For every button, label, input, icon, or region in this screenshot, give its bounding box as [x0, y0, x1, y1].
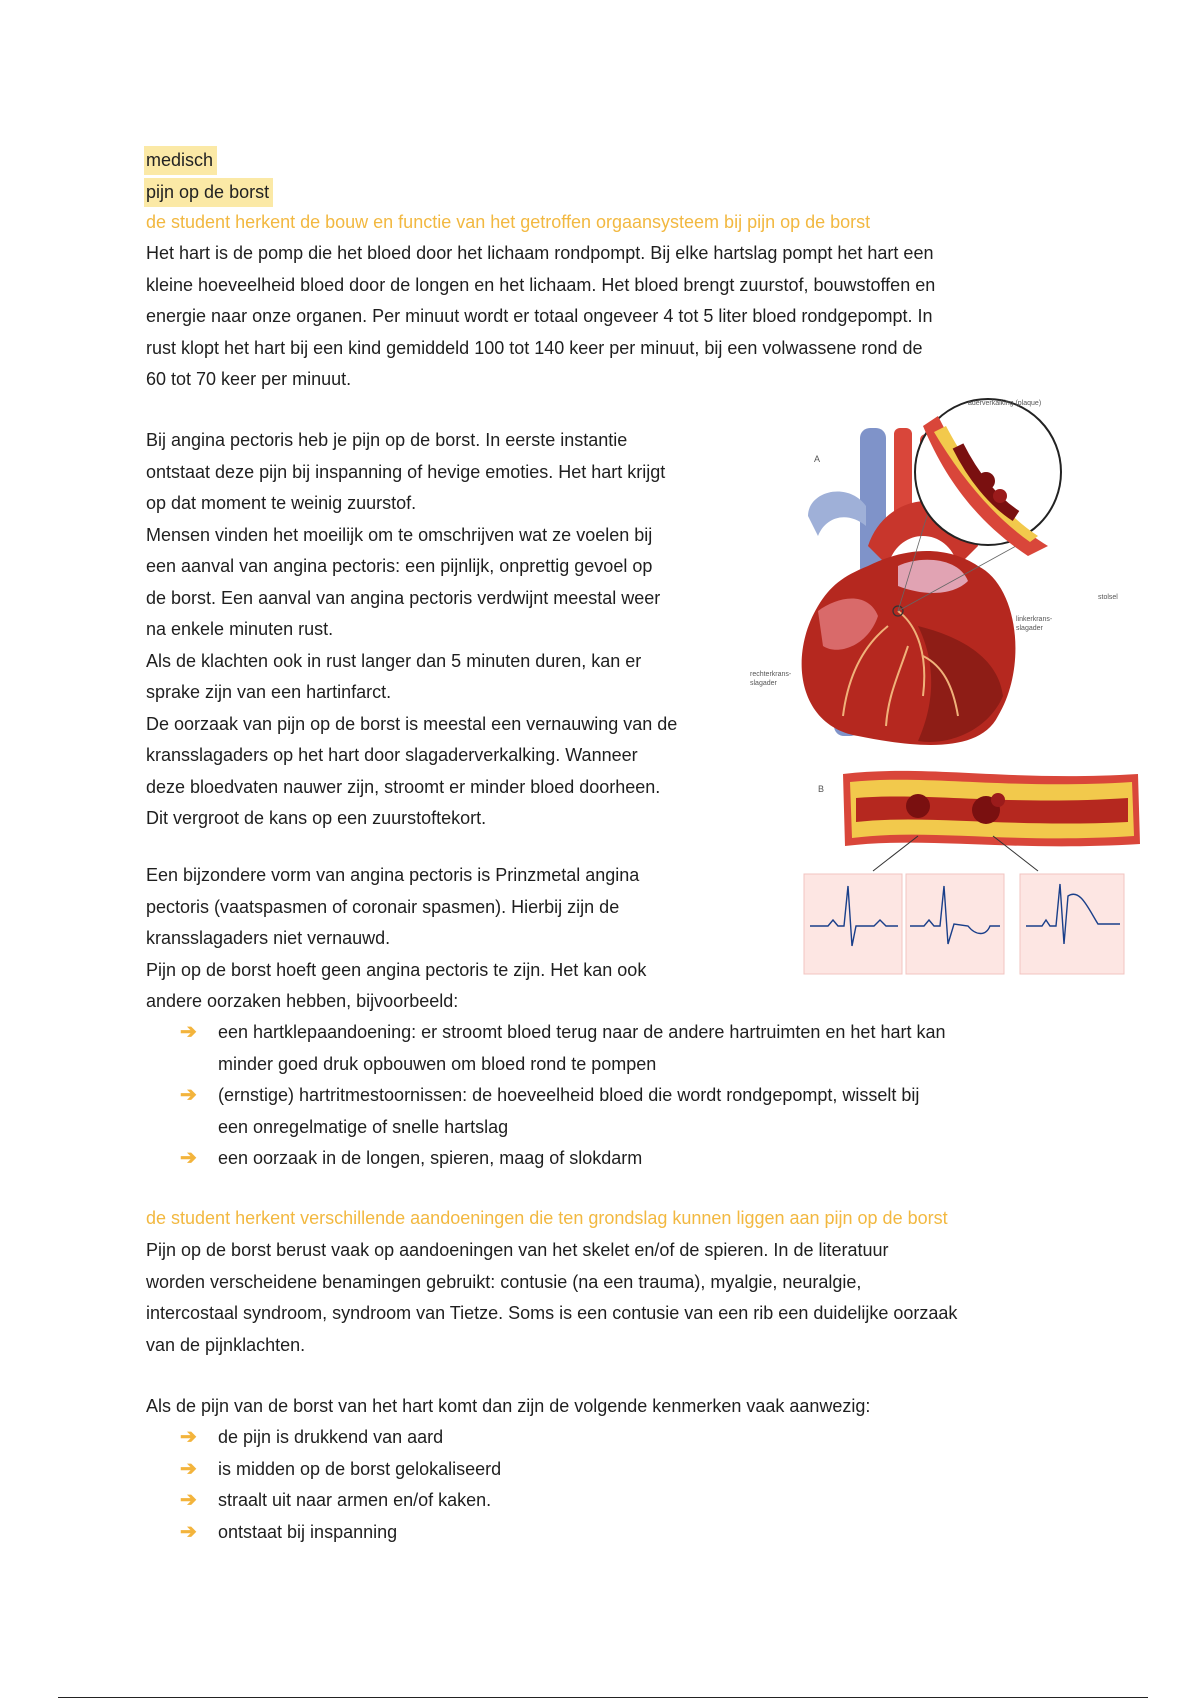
text-line: kransslagaders niet vernauwd.: [146, 928, 391, 948]
text-line: Pijn op de borst berust vaak op aandoeningen van het skelet en/of de spieren. In de literatuur: [146, 1240, 889, 1260]
text-line: op dat moment te weinig zuurstof.: [146, 493, 417, 513]
right-artery-label-2: slagader: [750, 680, 777, 687]
text-line: de borst. Een aanval van angina pectoris verdwijnt meestal weer: [146, 587, 661, 608]
text-line: Pijn op de borst hoeft geen angina pectoris te zijn. Het kan ook: [146, 959, 647, 980]
text-line: kleine hoeveelheid bloed door de longen en het lichaam. Het bloed brengt zuurstof, bouwstoffen en: [146, 274, 936, 295]
text-line: pectoris (vaatspasmen of coronair spasmen). Hierbij zijn de: [146, 896, 620, 917]
text-line: minder goed druk opbouwen om bloed rond te pompen: [218, 1053, 657, 1074]
plaque-label: aderverkalking (plaque): [968, 400, 1042, 407]
page-divider: [58, 1697, 1148, 1698]
paragraph-cardiac-features: [146, 1391, 870, 1423]
paragraph-prinzmetal: [146, 860, 646, 1018]
text-line: een hartklepaandoening: er stroomt bloed terug naar de andere hartruimten en het hart kan: [218, 1022, 946, 1042]
text-line: Een bijzondere vorm van angina pectoris is Prinzmetal angina: [146, 865, 640, 885]
list-item: [180, 1422, 501, 1454]
text-line: Bij angina pectoris heb je pijn op de borst. In eerste instantie: [146, 430, 628, 450]
left-artery-label-2: slagader: [1016, 625, 1043, 632]
heart-illustration: [748, 396, 1188, 982]
bullet-list-features: [180, 1422, 501, 1548]
list-item: [180, 1454, 501, 1486]
text-line: is midden op de borst gelokaliseerd: [218, 1458, 502, 1479]
list-item: [180, 1517, 501, 1549]
arrow-right-icon: ➔: [180, 1084, 197, 1106]
left-artery-label-1: linkerkrans-: [1016, 616, 1053, 623]
section-heading-2: de student herkent verschillende aandoeningen die ten grondslag kunnen liggen aan pijn op de borst: [146, 1208, 948, 1228]
text-line: een onregelmatige of snelle hartslag: [218, 1116, 509, 1137]
list-item: [180, 1017, 945, 1080]
list-item: [180, 1143, 945, 1175]
text-line: worden verscheidene benamingen gebruikt: contusie (na een trauma), myalgie, neuralgie,: [146, 1271, 862, 1292]
text-line: deze bloedvaten nauwer zijn, stroomt er minder bloed doorheen.: [146, 776, 661, 797]
text-line: na enkele minuten rust.: [146, 619, 334, 639]
arrow-right-icon: ➔: [180, 1489, 197, 1511]
text-line: energie naar onze organen. Per minuut wordt er totaal ongeveer 4 tot 5 liter bloed rondgepompt. In: [146, 306, 933, 326]
text-line: De oorzaak van pijn op de borst is meestal een vernauwing van de: [146, 713, 678, 734]
right-artery-label-1: rechterkrans-: [750, 671, 792, 678]
arrow-right-icon: ➔: [180, 1426, 197, 1448]
text-line: Als de pijn van de borst van het hart komt dan zijn de volgende kenmerken vaak aanwezig:: [146, 1396, 871, 1416]
paragraph-heart-function: [146, 238, 935, 396]
text-line: kransslagaders op het hart door slagaderverkalking. Wanneer: [146, 745, 638, 765]
text-line: rust klopt het hart bij een kind gemiddeld 100 tot 140 keer per minuut, bij een volwassene rond de: [146, 337, 923, 358]
text-line: van de pijnklachten.: [146, 1334, 306, 1355]
text-line: Mensen vinden het moeilijk om te omschrijven wat ze voelen bij: [146, 524, 653, 545]
text-line: 60 tot 70 keer per minuut.: [146, 369, 352, 389]
text-line: straalt uit naar armen en/of kaken.: [218, 1490, 492, 1510]
ecg-strips: [804, 874, 1124, 974]
text-line: (ernstige) hartritmestoornissen: de hoeveelheid bloed die wordt rondgepompt, wisselt bij: [218, 1085, 920, 1105]
panel-a-label: A: [814, 454, 821, 464]
list-item: [180, 1080, 945, 1143]
text-line: sprake zijn van een hartinfarct.: [146, 682, 392, 702]
text-line: andere oorzaken hebben, bijvoorbeeld:: [146, 991, 459, 1011]
arrow-right-icon: ➔: [180, 1021, 197, 1043]
arrow-right-icon: ➔: [180, 1520, 197, 1543]
artery-section: [843, 771, 1140, 846]
arrow-right-icon: ➔: [180, 1457, 197, 1480]
paragraph-musculoskeletal: [146, 1235, 957, 1361]
arrow-right-icon: ➔: [180, 1147, 197, 1169]
text-line: Het hart is de pomp die het bloed door het lichaam rondpompt. Bij elke hartslag pompt het hart een: [146, 243, 934, 263]
text-line: ontstaat bij inspanning: [218, 1521, 398, 1542]
section-heading-1: de student herkent de bouw en functie van het getroffen orgaansysteem bij pijn op de borst: [146, 212, 871, 232]
text-line: een oorzaak in de longen, spieren, maag of slokdarm: [218, 1148, 643, 1168]
list-item: [180, 1485, 501, 1517]
text-line: Als de klachten ook in rust langer dan 5 minuten duren, kan er: [146, 650, 642, 671]
text-line: Dit vergroot de kans op een zuurstoftekort.: [146, 808, 487, 828]
text-line: intercostaal syndroom, syndroom van Tietze. Soms is een contusie van een rib een duidelijke oorzaak: [146, 1303, 958, 1323]
bullet-list-causes: [180, 1017, 945, 1175]
panel-b-label: B: [818, 784, 825, 794]
text-line: een aanval van angina pectoris: een pijnlijk, onprettig gevoel op: [146, 556, 653, 576]
clot-label: stolsel: [1098, 594, 1118, 601]
paragraph-angina: [146, 425, 677, 835]
text-line: ontstaat deze pijn bij inspanning of hevige emoties. Het hart krijgt: [146, 461, 666, 482]
text-line: de pijn is drukkend van aard: [218, 1427, 444, 1447]
tag-medisch: medisch: [144, 146, 217, 175]
tag-topic: pijn op de borst: [144, 178, 273, 207]
